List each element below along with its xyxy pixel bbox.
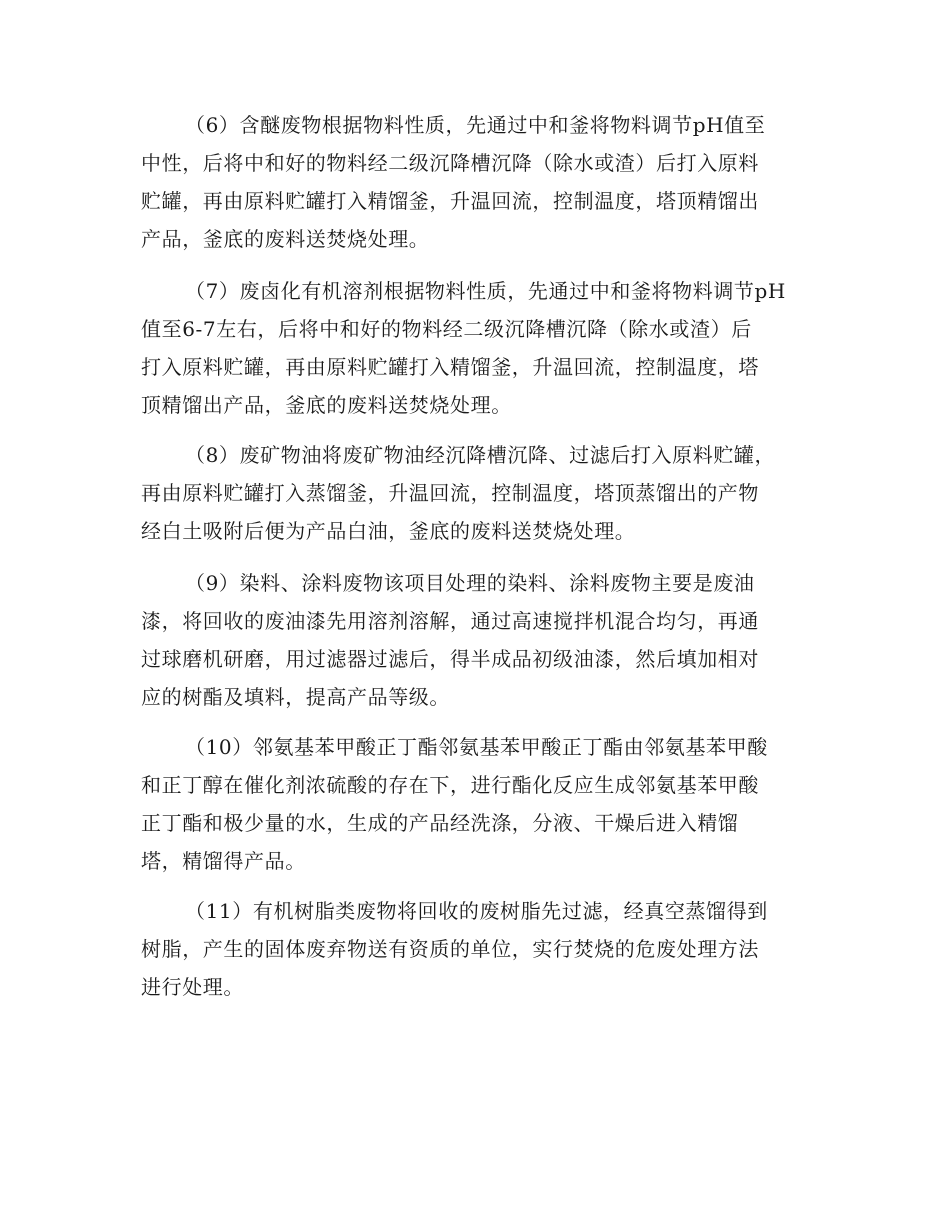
paragraph-line: 再由原料贮罐打入蒸馏釜，升温回流，控制温度，塔顶蒸馏出的产物 — [141, 481, 759, 505]
paragraph-line: 和正丁醇在催化剂浓硫酸的存在下，进行酯化反应生成邻氨基苯甲酸 — [141, 773, 759, 797]
paragraph-line: （6）含醚废物根据物料性质，先通过中和釜将物料调节pH值至 — [185, 113, 766, 137]
paragraph-line: 进行处理。 — [141, 975, 244, 999]
paragraph-line: （9）染料、涂料废物该项目处理的染料、涂料废物主要是废油 — [185, 571, 755, 595]
paragraph-line: 树脂，产生的固体废弃物送有资质的单位，实行焚烧的危废处理方法 — [141, 937, 759, 961]
paragraph-line: 顶精馏出产品，釜底的废料送焚烧处理。 — [141, 393, 512, 417]
paragraph-7 — [141, 272, 813, 424]
paragraph-line: 产品，釜底的废料送焚烧处理。 — [141, 227, 430, 251]
paragraph-line: （8）废矿物油将废矿物油经沉降槽沉降、过滤后打入原料贮罐， — [185, 443, 776, 467]
paragraph-line: 漆，将回收的废油漆先用溶剂溶解，通过高速搅拌机混合均匀，再通 — [141, 609, 759, 633]
paragraph-line: 应的树酯及填料，提高产品等级。 — [141, 685, 450, 709]
paragraph-11 — [141, 892, 813, 1006]
paragraph-line: （7）废卤化有机溶剂根据物料性质，先通过中和釜将物料调节pH — [185, 279, 786, 303]
paragraph-9 — [141, 564, 813, 716]
paragraph-line: 过球磨机研磨，用过滤器过滤后，得半成品初级油漆，然后填加相对 — [141, 647, 759, 671]
paragraph-8 — [141, 436, 813, 550]
paragraph-line: 贮罐，再由原料贮罐打入精馏釜，升温回流，控制温度，塔顶精馏出 — [141, 189, 759, 213]
paragraph-line: （10）邻氨基苯甲酸正丁酯邻氨基苯甲酸正丁酯由邻氨基苯甲酸 — [185, 735, 768, 759]
paragraph-6 — [141, 106, 813, 258]
paragraph-10 — [141, 728, 813, 880]
paragraph-line: 经白土吸附后便为产品白油，釜底的废料送焚烧处理。 — [141, 519, 636, 543]
paragraph-line: 正丁酯和极少量的水，生成的产品经洗涤，分液、干燥后进入精馏 — [141, 811, 739, 835]
paragraph-line: 打入原料贮罐，再由原料贮罐打入精馏釜，升温回流，控制温度，塔 — [141, 355, 759, 379]
paragraph-line: （11）有机树脂类废物将回收的废树脂先过滤，经真空蒸馏得到 — [185, 899, 768, 923]
paragraph-line: 中性，后将中和好的物料经二级沉降槽沉降（除水或渣）后打入原料 — [141, 151, 759, 175]
paragraph-line: 值至6-7左右，后将中和好的物料经二级沉降槽沉降（除水或渣）后 — [141, 317, 752, 341]
paragraph-line: 塔，精馏得产品。 — [141, 849, 306, 873]
